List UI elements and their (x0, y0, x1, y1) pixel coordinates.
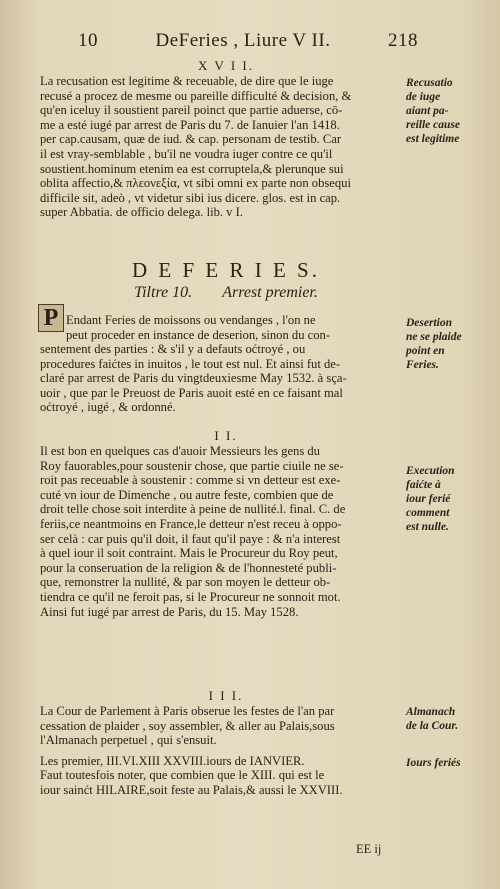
text-line: peut proceder en instance de deserion, sinon du con- (66, 327, 331, 342)
text-line: que, remonstrer la nullité, & par son moyen le detteur ob- (40, 575, 331, 590)
text-line: sentement des parties : & s'il y a defauts oćtroyé , ou (40, 342, 306, 356)
text-line: cuté vn iour de Dimenche , ou autre feste, combien que de (40, 487, 334, 502)
page-number-left: 10 (78, 30, 98, 51)
margin-note-recusatio: Recusatio de iuge aiant pa- reille cause est legitime (406, 77, 460, 145)
signature-mark: EE ij (356, 842, 382, 856)
text-line: cessation de plaider , soy assembler, & aller au Palais,sous (40, 718, 335, 733)
text-line: oblita affectio,& πλεονεξία, vt sibi omni ex parte non obsequi (40, 176, 351, 191)
text-line: Il est bon en quelques cas d'auoir Messieurs les gens du (40, 444, 320, 458)
arrest-label: Arrest premier. (222, 284, 318, 301)
text-line: pour la conseruation de la religion & de l'honnesteté publi- (40, 560, 337, 575)
text-line: l'Almanach perpetuel , qui s'ensuit. (40, 733, 217, 748)
article-3-text (40, 704, 412, 798)
tiltre-label: Tiltre 10. (134, 284, 193, 301)
article-number-2: I I. (214, 428, 238, 443)
text-line: La recusation est legitime & receuable, de dire que le iuge (40, 74, 334, 88)
text-line: iour sainćt HILAIRE,soit feste au Palais,& aussi le XXVIII. (40, 782, 343, 797)
text-line: à quel iour il soit contraint. Mais le Procureur du Roy peut, (40, 546, 338, 561)
article-number-3: I I I. (208, 688, 244, 703)
text-line: tiendra ce qu'il ne feroit pas, si le Procureur ne sonnoit mot. (40, 589, 341, 604)
running-title: DeFeries , Liure V II. (155, 30, 331, 51)
margin-note-almanach: Almanach de la Cour. (406, 706, 459, 732)
text-line: difficile sit, adeò , vt videtur sibi ius dicere. glos. est in cap. (40, 190, 341, 205)
page-number-right: 218 (387, 30, 418, 51)
text-line: Faut toutesfois noter, que combien que le XIII. qui est le (40, 768, 325, 783)
text-line: oćtroyé , iugé , & ordonné. (40, 400, 176, 415)
text-line: me a esté iugé par arrest de Paris du 7. de Ianuier l'an 1418. (40, 117, 340, 132)
text-line: Roy fauorables,pour soustenir chose, que partie ciuile ne se- (40, 458, 344, 473)
margin-note-execution: Execution faićte à iour ferié comment est nulle. (406, 465, 455, 533)
article-1-first-lines (66, 313, 412, 342)
text-line: procedures faićtes in inuitos , le tout est nul. Et ainsi fut de- (40, 356, 341, 371)
article-2-text (40, 444, 412, 619)
text-line: qu'en iceluy il soustient pareil poinct que partie aduerse, cō- (40, 103, 343, 118)
margin-note-iours-feries: Iours feriés (406, 757, 461, 769)
section-number-17: X V I I. (198, 58, 254, 73)
running-header (78, 30, 418, 56)
text-line: Endant Feries de moissons ou vendanges , l'on ne (66, 313, 316, 327)
text-line: Ainsi fut iugé par arrest de Paris, du 15. May 1528. (40, 604, 299, 619)
text-line: droit telle chose soit interdite à peine de nullité.l. final. C. de (40, 502, 346, 517)
chapter-subtitle (40, 284, 412, 302)
text-line: super Abbatia. de officio delega. lib. v I. (40, 205, 243, 220)
article-1-text (40, 342, 412, 415)
text-line: recusé a procez de mesme ou pareille difficulté & decision, & (40, 88, 352, 103)
text-line: ser celà : car puis qu'il doit, il faut qu'il paye : & n'a interest (40, 531, 341, 546)
text-line: per cap.causam, quæ de iud. & cap. personam de testib. Car (40, 132, 342, 147)
text-line: roit pas receuable à soustenir : comme si vn detteur est exe- (40, 473, 341, 488)
text-line: il est vray-semblable , bu'il ne voudra iuger contre ce qu'il (40, 146, 333, 161)
text-line: claré par arrest de Paris du vingtdeuxiesme May 1532. à sça- (40, 371, 347, 386)
chapter-title: D E F E R I E S. (131, 258, 320, 282)
text-line: Les premier, III.VI.XIII XXVIII.iours de IANVIER. (40, 753, 305, 768)
drop-cap: P (38, 304, 64, 332)
text-line: La Cour de Parlement à Paris obserue les festes de l'an par (40, 704, 335, 718)
text-line: uoir , que par le Preuost de Paris auoit esté en ce faisant mal (40, 385, 343, 400)
text-line: feriis,ce neantmoins en France,le detteur n'est receu à oppo- (40, 516, 342, 531)
margin-note-desertion: Desertion ne se plaide point en Feries. (406, 317, 462, 371)
text-line: soustient.hominum etenim ea est corruptela,& plerunque sui (40, 161, 344, 176)
section-17-text (40, 74, 412, 220)
